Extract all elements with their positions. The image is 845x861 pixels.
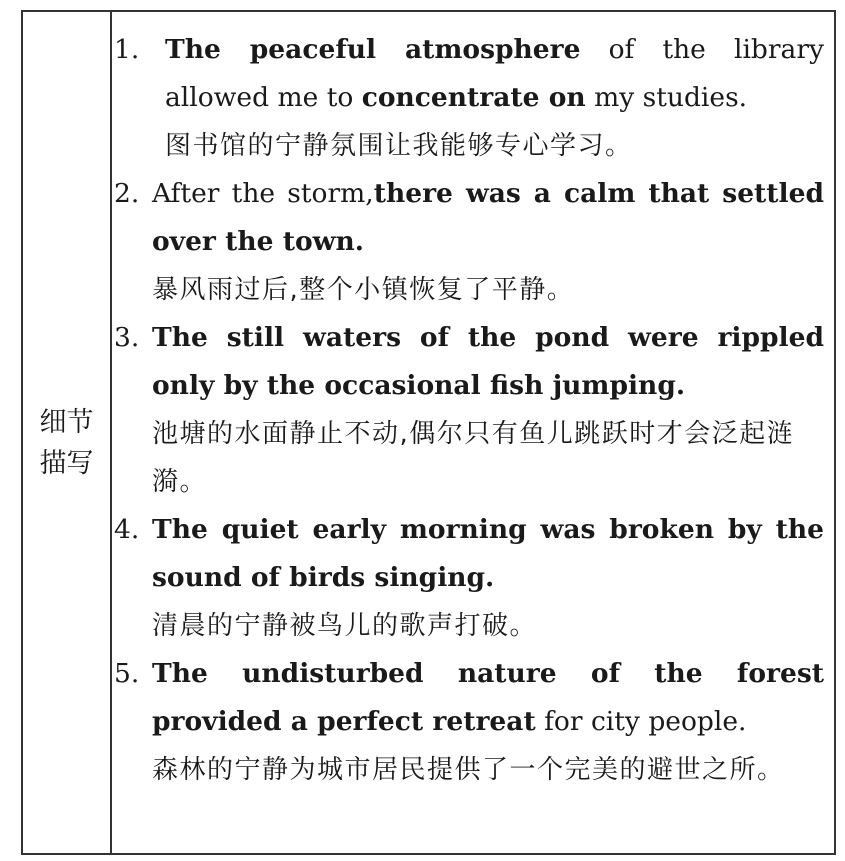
chinese-translation: 森林的宁静为城市居民提供了一个完美的避世之所。 <box>152 755 785 785</box>
chinese-translation: 暴风雨过后,整个小镇恢复了平静。 <box>152 275 575 305</box>
example-entry-1 <box>114 26 824 170</box>
example-number: 4. <box>114 514 140 545</box>
examples-cell <box>112 12 834 853</box>
plain-text: of the library allowed me to <box>165 34 824 113</box>
bold-phrase: The quiet early morning was broken by the sound of birds singing. <box>152 514 824 593</box>
bold-phrase: concentrate on <box>361 82 586 113</box>
category-cell <box>23 12 112 853</box>
chinese-translation: 清晨的宁静被鸟儿的歌声打破。 <box>152 611 538 641</box>
english-sentence <box>152 170 824 266</box>
example-entry-2 <box>114 170 824 314</box>
example-entry-3 <box>114 314 824 506</box>
english-sentence <box>152 506 824 602</box>
example-number: 3. <box>114 322 140 353</box>
english-sentence <box>152 26 824 122</box>
plain-text: After the storm, <box>152 178 374 209</box>
english-sentence <box>152 650 824 746</box>
english-sentence <box>152 314 824 410</box>
example-number: 5. <box>114 658 140 689</box>
plain-text: for city people. <box>535 706 747 737</box>
bold-phrase: there was a calm that settled over the town. <box>152 178 824 257</box>
bold-phrase: The peaceful atmosphere <box>165 34 581 65</box>
plain-text: my studies. <box>585 82 748 113</box>
chinese-translation: 池塘的水面静止不动,偶尔只有鱼儿跳跃时才会泛起涟漪。 <box>152 419 795 497</box>
example-number: 2. <box>114 178 140 209</box>
bold-phrase: The undisturbed nature of the forest provided a perfect retreat <box>152 658 824 737</box>
description-table <box>21 10 836 855</box>
category-label: 细节描写 <box>39 406 94 479</box>
example-entry-4 <box>114 506 824 650</box>
chinese-translation: 图书馆的宁静氛围让我能够专心学习。 <box>165 131 633 161</box>
example-entry-5 <box>114 650 824 794</box>
bold-phrase: The still waters of the pond were rippled only by the occasional fish jumping. <box>152 322 824 401</box>
example-number: 1. <box>114 34 140 65</box>
